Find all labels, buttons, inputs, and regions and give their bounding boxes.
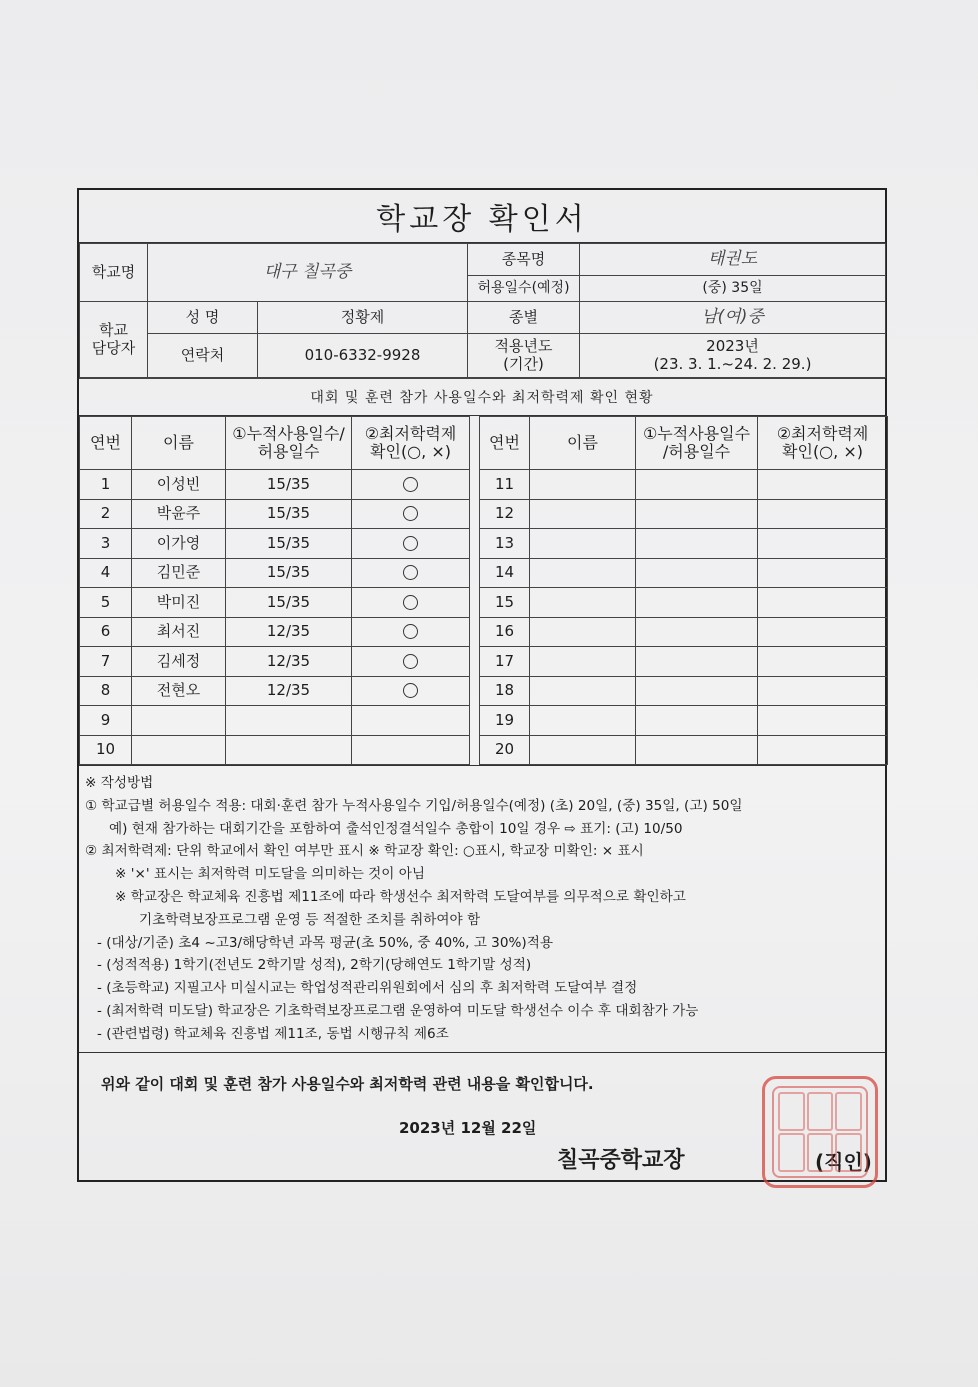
allowed-days-value: (중) 35일: [580, 276, 886, 302]
col-check-right: [758, 417, 888, 470]
column-gap: [470, 706, 480, 736]
table-row: [80, 588, 888, 618]
row-name-right: [530, 676, 636, 706]
check-circle-icon: [403, 595, 418, 610]
col-days-right-2: /허용일수: [662, 442, 731, 461]
col-no: 연번: [80, 417, 132, 470]
gender-label: 종별: [468, 302, 580, 334]
check-circle-icon: [403, 536, 418, 551]
school-value: 대구 칠곡중: [148, 244, 468, 302]
table-row: [80, 647, 888, 677]
row-check-right: [758, 470, 888, 500]
row-check: [352, 617, 470, 647]
note-heading: ※ 작성방법: [85, 775, 154, 791]
row-name-right: [530, 470, 636, 500]
row-days-right: [636, 617, 758, 647]
check-circle-icon: [403, 624, 418, 639]
sport-label: 종목명: [468, 244, 580, 276]
notes-section: [79, 765, 885, 1053]
row-name-right: [530, 588, 636, 618]
column-gap: [470, 417, 480, 470]
col-check-1: ②최저학력제: [364, 423, 457, 443]
row-days: [226, 706, 352, 736]
note-line: ※ 학교장은 학교체육 진흥법 제11조에 따라 학생선수 최저학력 도달여부를 의무적으로 확인하고: [115, 888, 686, 905]
table-row: [80, 470, 888, 500]
col-check-right-1: ②최저학력제: [776, 423, 869, 443]
column-gap: [470, 470, 480, 500]
col-name-right: 이름: [530, 417, 636, 470]
row-days-right: [636, 499, 758, 529]
row-days-right: [636, 588, 758, 618]
table-row: [80, 558, 888, 588]
row-no-right: 20: [480, 735, 530, 765]
table-row: [80, 735, 888, 765]
row-check-right: [758, 647, 888, 677]
row-no-right: 14: [480, 558, 530, 588]
column-gap: [470, 558, 480, 588]
row-days-right: [636, 558, 758, 588]
row-no: 6: [80, 617, 132, 647]
check-circle-icon: [403, 654, 418, 669]
row-name: 박미진: [132, 588, 226, 618]
row-days: 12/35: [226, 676, 352, 706]
row-name-right: [530, 706, 636, 736]
form-title: 학교장 확인서: [79, 190, 885, 243]
seal-label: (직인): [815, 1149, 872, 1174]
row-check: [352, 706, 470, 736]
row-no: 7: [80, 647, 132, 677]
roster-table: [79, 416, 888, 765]
sport-value: 태권도: [580, 244, 886, 276]
row-name: 김세정: [132, 647, 226, 677]
contact-label: 연락처: [148, 334, 258, 378]
allowed-days-label: 허용일수(예정): [468, 276, 580, 302]
note-line: 기초학력보장프로그램 운영 등 적절한 조치를 취하여야 함: [139, 911, 481, 928]
row-check-right: [758, 588, 888, 618]
row-name-right: [530, 499, 636, 529]
row-name: 이성빈: [132, 470, 226, 500]
row-check-right: [758, 735, 888, 765]
row-no-right: 11: [480, 470, 530, 500]
row-days: 15/35: [226, 529, 352, 559]
col-name: 이름: [132, 417, 226, 470]
row-days-right: [636, 470, 758, 500]
row-name: [132, 735, 226, 765]
year-value: [580, 334, 886, 378]
row-check: [352, 647, 470, 677]
year-label-2: (기간): [503, 354, 544, 373]
note-line: - (최저학력 미도달) 학교장은 기초학력보장프로그램 운영하여 미도달 학생선수 이수 후 대회참가 가능: [97, 1002, 699, 1019]
row-check-right: [758, 706, 888, 736]
check-circle-icon: [403, 506, 418, 521]
check-circle-icon: [403, 565, 418, 580]
col-days-right-1: ①누적사용일수: [642, 423, 751, 443]
row-no: 2: [80, 499, 132, 529]
seal-pattern: [772, 1086, 868, 1178]
note-line: ② 최저학력제: 단위 학교에서 확인 여부만 표시 ※ 학교장 확인: ○표시, 학교장 미확인: × 표시: [85, 843, 644, 860]
column-gap: [470, 617, 480, 647]
manager-label-2: 담당자: [91, 338, 136, 357]
col-days-right: [636, 417, 758, 470]
row-check: [352, 588, 470, 618]
note-line: - (성적적용) 1학기(전년도 2학기말 성적), 2학기(당해연도 1학기말 성적): [97, 957, 532, 974]
row-name-right: [530, 529, 636, 559]
official-seal-icon: [762, 1076, 878, 1188]
row-check-right: [758, 676, 888, 706]
info-table: [79, 243, 886, 378]
year-label: [468, 334, 580, 378]
row-days: 15/35: [226, 558, 352, 588]
confirm-text: 위와 같이 대회 및 훈련 참가 사용일수와 최저학력 관련 내용을 확인합니다.: [101, 1074, 594, 1093]
row-days: 15/35: [226, 588, 352, 618]
row-no-right: 17: [480, 647, 530, 677]
note-line: - (관련법령) 학교체육 진흥법 제11조, 동법 시행규칙 제6조: [97, 1025, 449, 1042]
confirmation-form: [77, 188, 887, 1182]
row-name-right: [530, 647, 636, 677]
table-row: [80, 617, 888, 647]
manager-label-1: 학교: [99, 321, 128, 340]
note-line: 예) 현재 참가하는 대회기간을 포함하여 출석인정결석일수 총합이 10일 경우 ⇨ 표기: (고) 10/50: [109, 820, 683, 837]
col-no-right: 연번: [480, 417, 530, 470]
row-name-right: [530, 558, 636, 588]
row-name-right: [530, 735, 636, 765]
row-no: 9: [80, 706, 132, 736]
status-title: 대회 및 훈련 참가 사용일수와 최저학력제 확인 현황: [79, 378, 885, 416]
row-no: 3: [80, 529, 132, 559]
column-gap: [470, 588, 480, 618]
col-check-2: 확인(○, ×): [370, 442, 451, 461]
row-name: 전현오: [132, 676, 226, 706]
row-days-right: [636, 676, 758, 706]
row-days: [226, 735, 352, 765]
issue-date: 2023년 12월 22일: [399, 1118, 537, 1137]
column-gap: [470, 529, 480, 559]
col-days: [226, 417, 352, 470]
year-value-1: 2023년: [706, 337, 759, 356]
row-days: 15/35: [226, 499, 352, 529]
row-no: 1: [80, 470, 132, 500]
contact-value: 010-6332-9928: [258, 334, 468, 378]
row-check-right: [758, 529, 888, 559]
table-row: [80, 499, 888, 529]
row-days-right: [636, 706, 758, 736]
row-name: [132, 706, 226, 736]
row-check: [352, 676, 470, 706]
table-row: [80, 676, 888, 706]
column-gap: [470, 735, 480, 765]
row-days-right: [636, 735, 758, 765]
check-circle-icon: [403, 683, 418, 698]
row-check-right: [758, 617, 888, 647]
table-row: [80, 529, 888, 559]
row-days: 12/35: [226, 647, 352, 677]
row-no-right: 13: [480, 529, 530, 559]
row-no-right: 18: [480, 676, 530, 706]
name-value: 정황제: [258, 302, 468, 334]
row-no: 10: [80, 735, 132, 765]
row-days-right: [636, 529, 758, 559]
row-name: 박윤주: [132, 499, 226, 529]
column-gap: [470, 676, 480, 706]
year-value-2: (23. 3. 1.~24. 2. 29.): [653, 354, 812, 373]
row-check: [352, 499, 470, 529]
col-days-1: ①누적사용일수/: [232, 423, 345, 443]
table-row: [80, 706, 888, 736]
note-line: ① 학교급별 허용일수 적용: 대회·훈련 참가 누적사용일수 기입/허용일수(예정) (초) 20일, (중) 35일, (고) 50일: [85, 797, 743, 814]
row-name: 이가영: [132, 529, 226, 559]
row-no: 8: [80, 676, 132, 706]
col-days-2: 허용일수: [257, 442, 320, 461]
row-no-right: 19: [480, 706, 530, 736]
manager-label: [80, 302, 148, 378]
gender-value: 남(여)중: [580, 302, 886, 334]
school-label: 학교명: [80, 244, 148, 302]
row-days-right: [636, 647, 758, 677]
column-gap: [470, 499, 480, 529]
row-no-right: 16: [480, 617, 530, 647]
col-check: [352, 417, 470, 470]
column-gap: [470, 647, 480, 677]
note-line: - (초등학교) 지필고사 미실시교는 학업성적관리위원회에서 심의 후 최저학력 도달여부 결정: [97, 980, 638, 997]
check-circle-icon: [403, 477, 418, 492]
row-check-right: [758, 558, 888, 588]
row-no-right: 15: [480, 588, 530, 618]
row-name: 김민준: [132, 558, 226, 588]
principal-name: 칠곡중학교장: [557, 1147, 685, 1173]
row-check: [352, 470, 470, 500]
row-name: 최서진: [132, 617, 226, 647]
row-days: 15/35: [226, 470, 352, 500]
row-days: 12/35: [226, 617, 352, 647]
name-label: 성 명: [148, 302, 258, 334]
row-check: [352, 735, 470, 765]
note-line: ※ '×' 표시는 최저학력 미도달을 의미하는 것이 아님: [115, 866, 425, 883]
row-check: [352, 529, 470, 559]
row-no: 4: [80, 558, 132, 588]
row-no: 5: [80, 588, 132, 618]
row-no-right: 12: [480, 499, 530, 529]
row-name-right: [530, 617, 636, 647]
note-line: - (대상/기준) 초4 ~고3/해당학년 과목 평균(초 50%, 중 40%, 고 30%)적용: [97, 934, 553, 951]
col-check-right-2: 확인(○, ×): [782, 442, 863, 461]
year-label-1: 적용년도: [494, 337, 553, 356]
row-check-right: [758, 499, 888, 529]
row-check: [352, 558, 470, 588]
